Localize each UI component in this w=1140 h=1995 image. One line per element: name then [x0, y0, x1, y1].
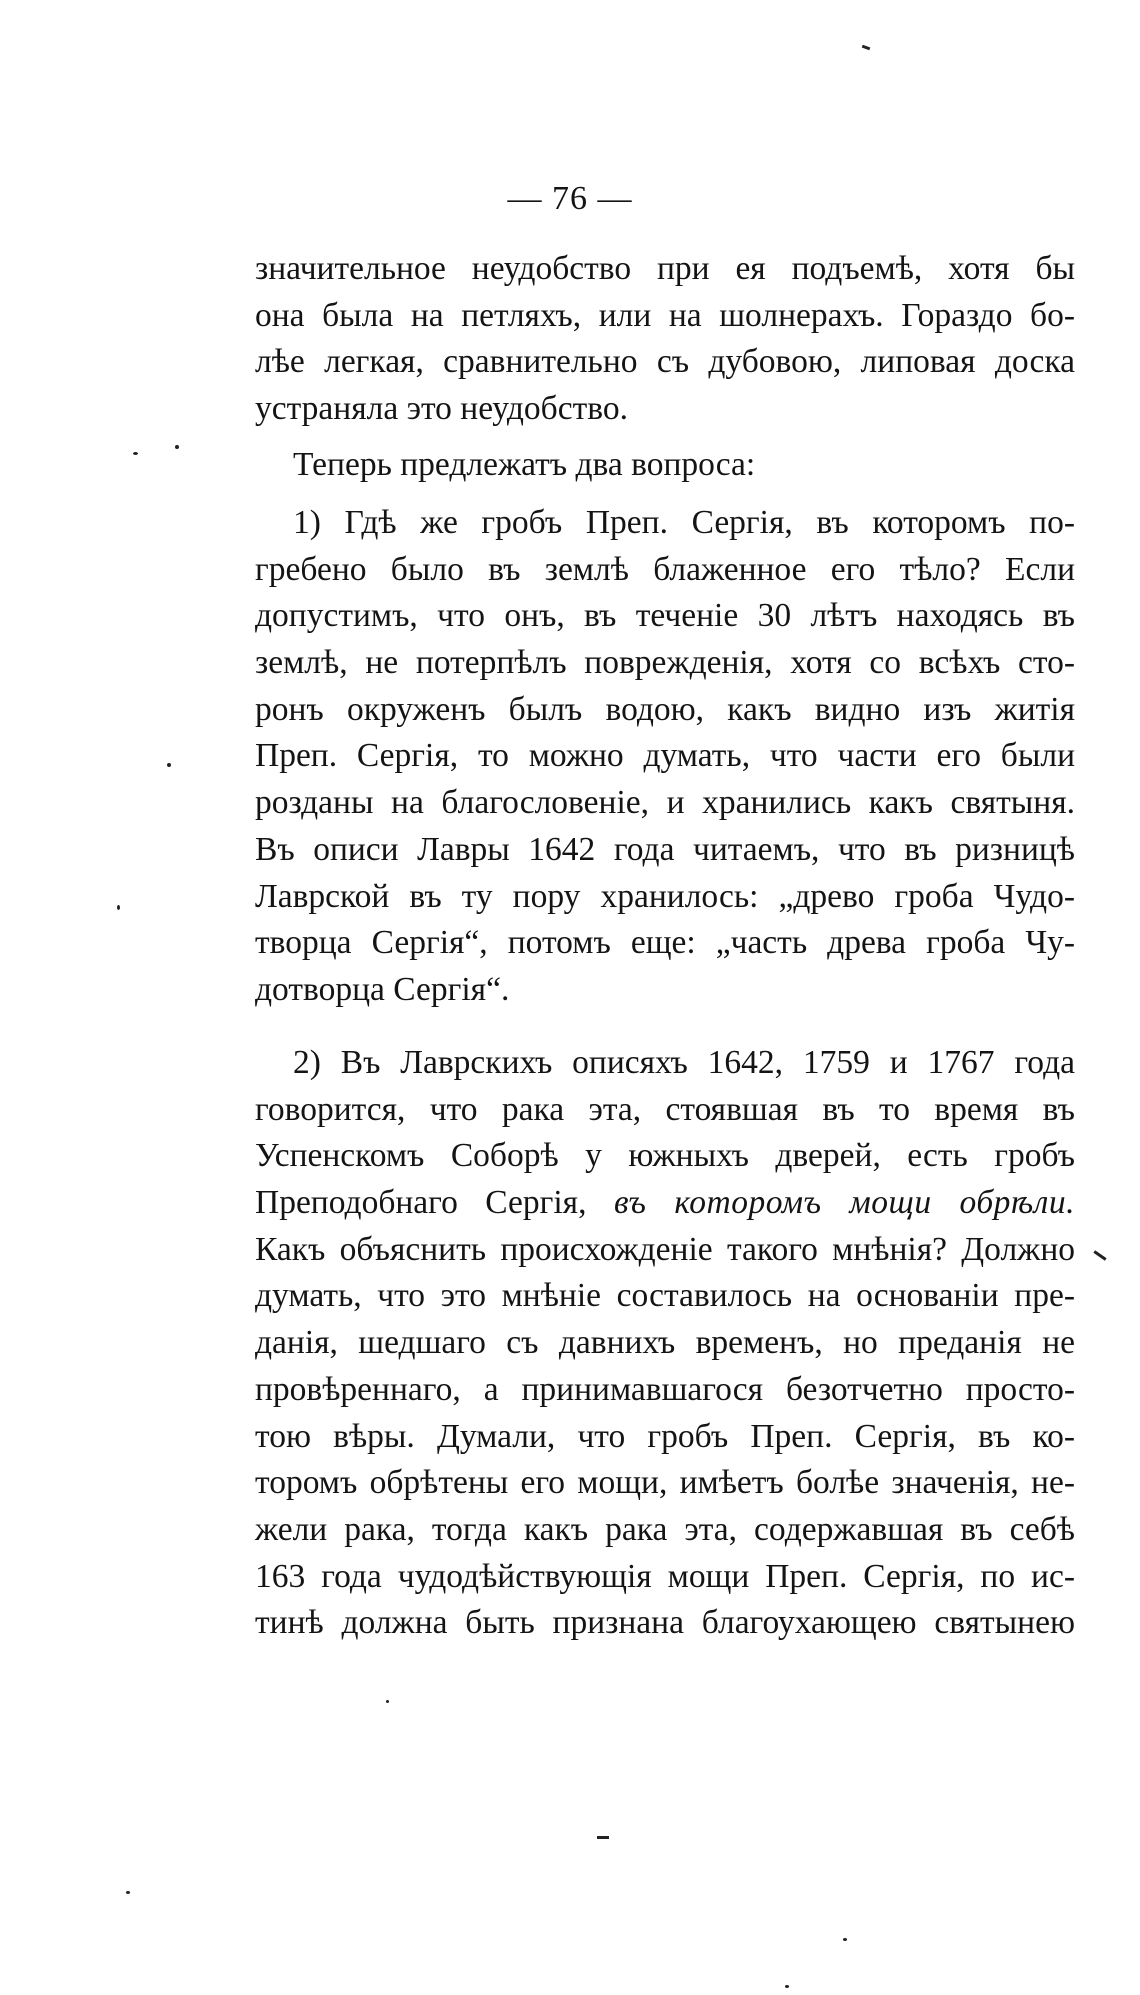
paragraph-continuation	[255, 246, 1075, 433]
scan-speck	[126, 1891, 130, 1894]
page-number: — 76 —	[507, 180, 633, 217]
text-line: Въ описи Лавры 1642 года читаемъ, что въ ризницѣ	[255, 830, 1075, 868]
italic-phrase: въ которомъ мощи обрѣли.	[613, 1184, 1076, 1222]
text-line: дотворца Сергія“.	[255, 970, 510, 1008]
scan-speck	[133, 452, 138, 455]
text-line: Успенскомъ Соборѣ у южныхъ дверей, есть гробъ	[255, 1137, 1075, 1175]
text-line: значительное неудобство при ея подъемѣ, хотя бы	[255, 250, 1075, 287]
scan-speck	[167, 763, 171, 767]
paragraph-intro	[255, 442, 1075, 489]
text-line: провѣреннаго, а принимавшагося безотчетно просто-	[255, 1370, 1075, 1408]
scan-speck	[386, 1700, 389, 1703]
scan-mark	[862, 45, 871, 51]
text-line: тинѣ должна быть признана благоухающею святынею	[255, 1604, 1075, 1642]
text-line: лѣе легкая, сравнительно съ дубовою, липовая доска	[255, 343, 1075, 381]
paragraph-question-2	[255, 1040, 1075, 1647]
text-line: творца Сергія“, потомъ еще: „часть древа гроба Чу-	[255, 924, 1075, 962]
text-line: Теперь предлежатъ два вопроса:	[293, 446, 756, 483]
text-line: ронъ окруженъ былъ водою, какъ видно изъ житія	[255, 690, 1075, 728]
text-line: 163 года чудодѣйствующія мощи Преп. Сергія, по ис-	[255, 1557, 1075, 1595]
text-segment: Преподобнаго Сергія,	[255, 1184, 587, 1222]
text-line: торомъ обрѣтены его мощи, имѣетъ болѣе значенія, не-	[255, 1464, 1075, 1502]
text-line: 2) Въ Лаврскихъ описяхъ 1642, 1759 и 1767 года	[293, 1044, 1075, 1081]
paragraph-question-1	[255, 500, 1075, 1014]
text-line: Какъ объяснить происхожденіе такого мнѣнія? Должно	[255, 1230, 1075, 1268]
text-line: Лаврской въ ту пору хранилось: „древо гроба Чудо-	[255, 877, 1075, 915]
text-line: данія, шедшаго съ давнихъ временъ, но преданія не	[255, 1324, 1075, 1362]
scan-mark	[597, 1836, 609, 1839]
text-line: Преп. Сергія, то можно думать, что части его были	[255, 737, 1075, 775]
scan-speck	[175, 445, 179, 449]
scan-speck	[785, 1985, 789, 1988]
text-line: землѣ, не потерпѣлъ поврежденія, хотя со всѣхъ сто-	[255, 644, 1075, 682]
text-line: она была на петляхъ, или на шолнерахъ. Гораздо бо-	[255, 296, 1075, 334]
scan-speck	[843, 1938, 847, 1941]
text-line: думать, что это мнѣніе составилось на основаніи пре-	[255, 1277, 1075, 1315]
text-line-mixed	[255, 1180, 1075, 1227]
text-line: тою вѣры. Думали, что гробъ Преп. Сергія, въ ко-	[255, 1417, 1075, 1455]
text-line: розданы на благословеніе, и хранились какъ святыня.	[255, 784, 1075, 822]
scan-speck	[117, 905, 120, 910]
text-line: 1) Гдѣ же гробъ Преп. Сергія, въ которомъ по-	[293, 504, 1075, 541]
scan-mark	[1093, 1250, 1106, 1260]
text-line: допустимъ, что онъ, въ теченіе 30 лѣтъ находясь въ	[255, 597, 1075, 635]
text-line: жели рака, тогда какъ рака эта, содержавшая въ себѣ	[255, 1510, 1075, 1548]
text-line: гребено было въ землѣ блаженное его тѣло? Если	[255, 550, 1075, 588]
text-line: говорится, что рака эта, стоявшая въ то время въ	[255, 1090, 1075, 1128]
text-line: устраняла это неудобство.	[255, 390, 628, 428]
